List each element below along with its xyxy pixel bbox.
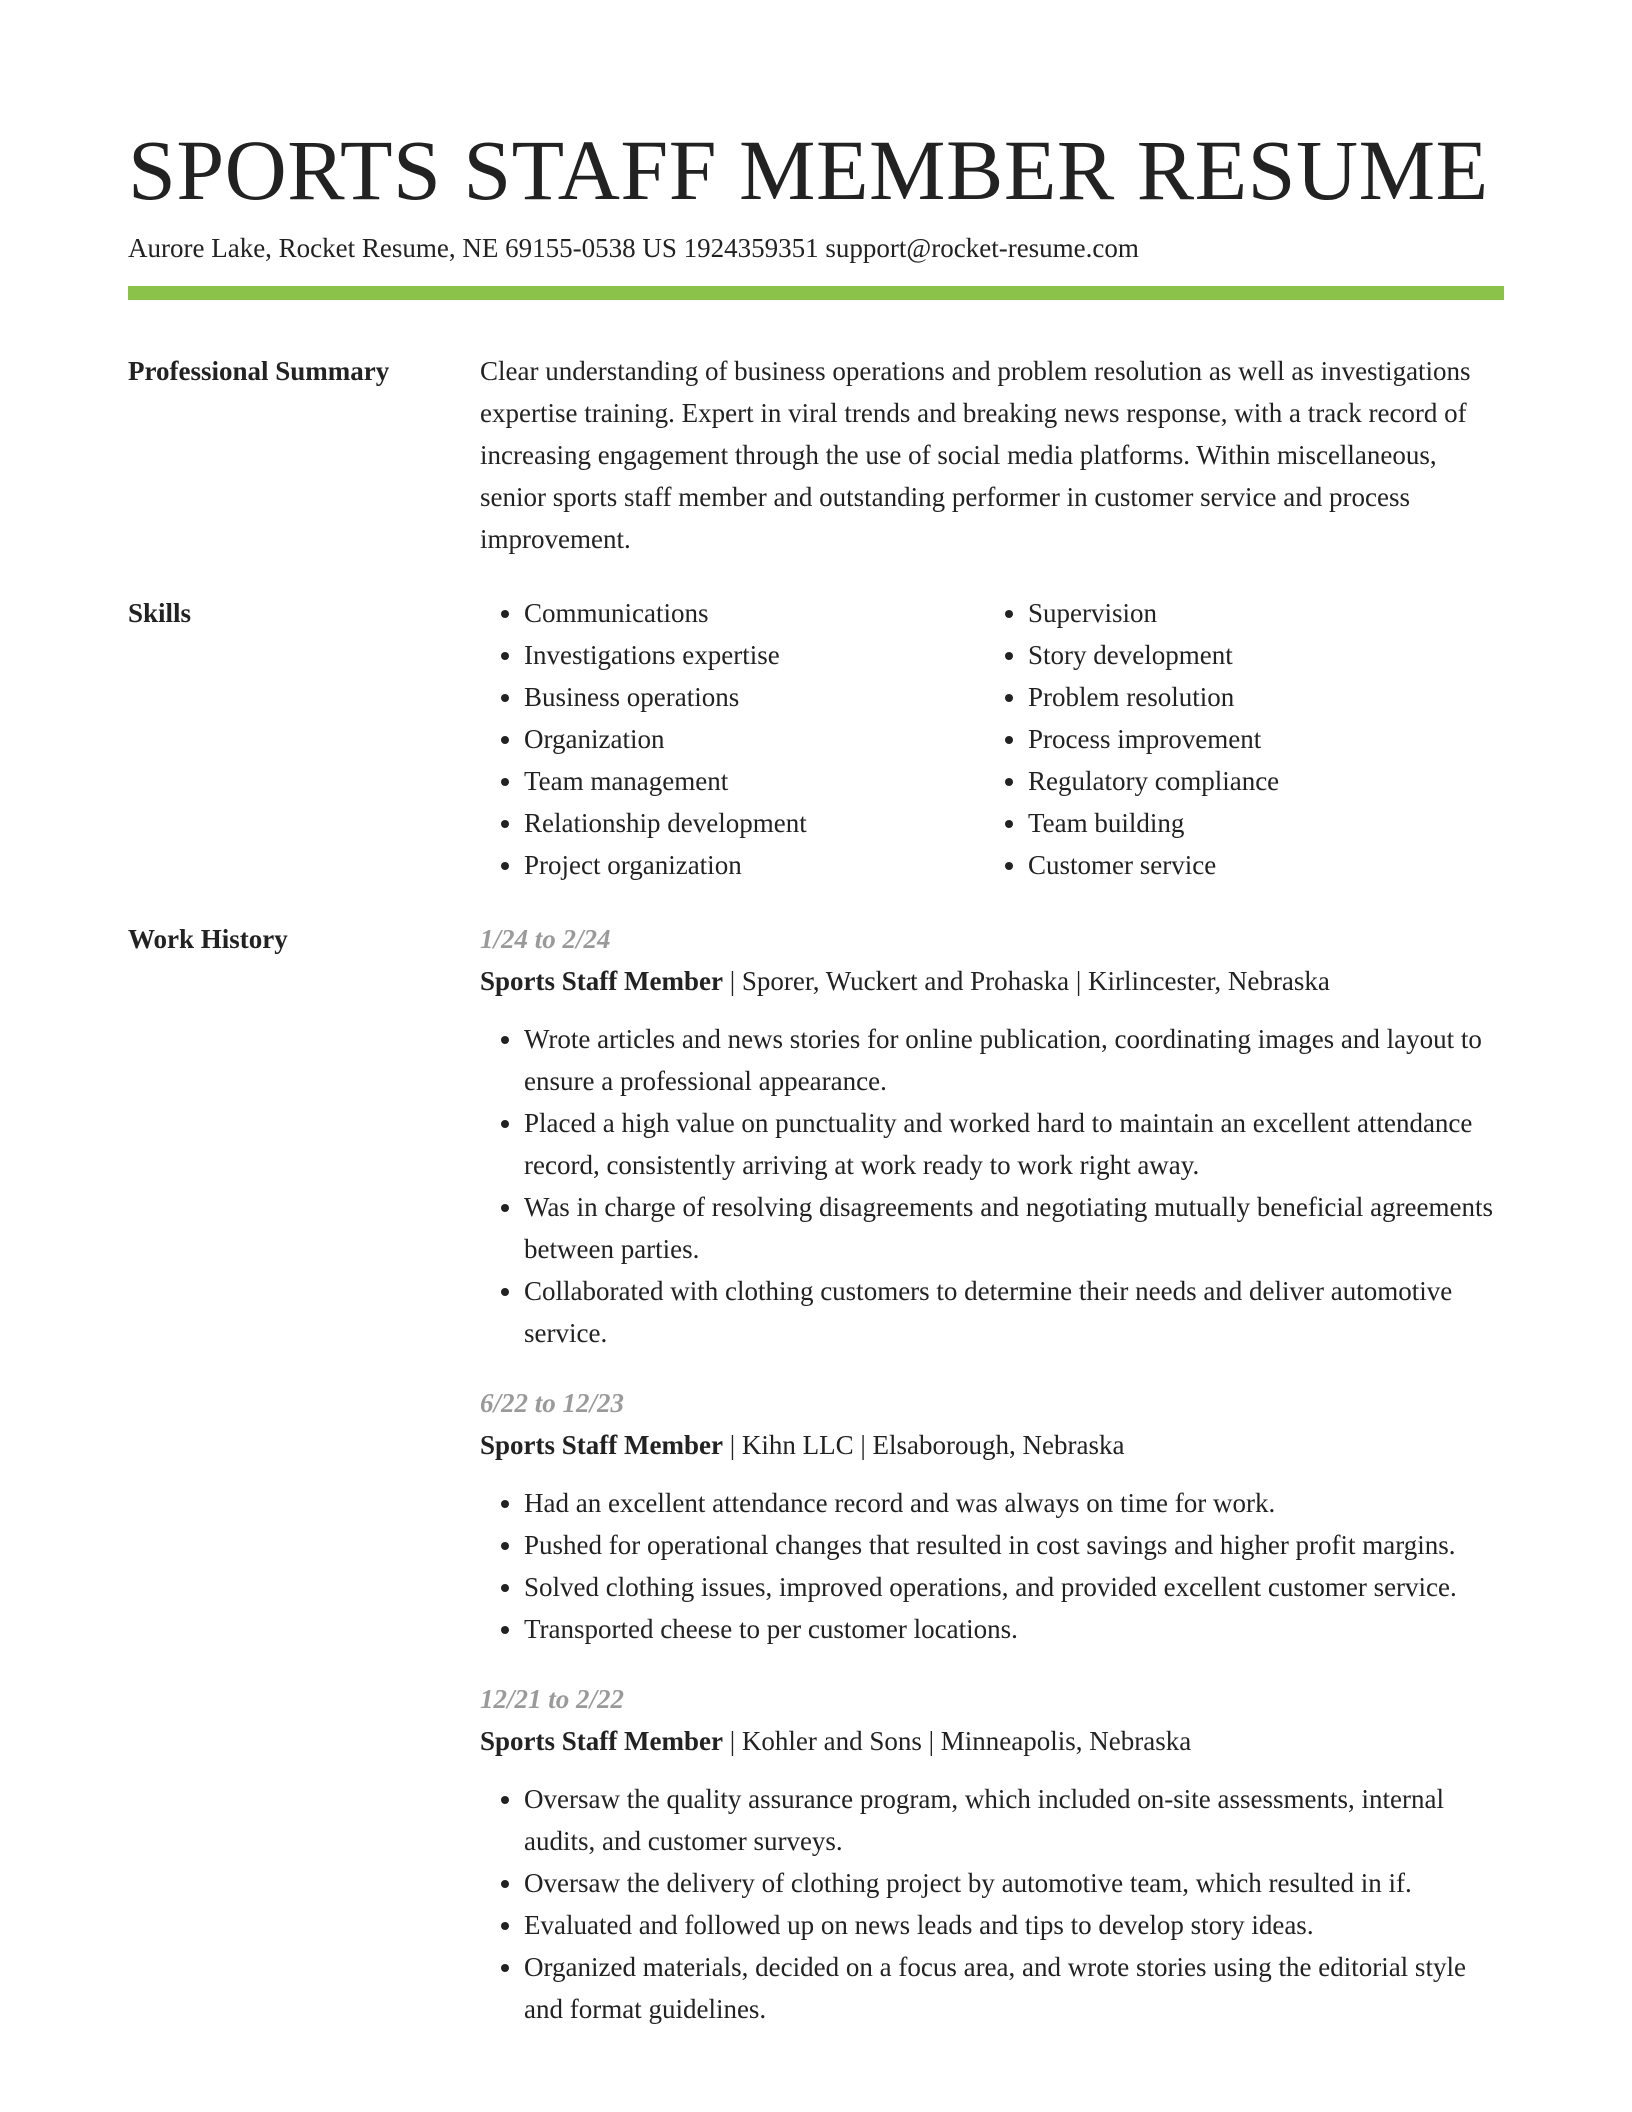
skill-item: • Team building [1028, 802, 1279, 844]
section-label: Work History [128, 924, 288, 954]
skill-item: • Problem resolution [1028, 676, 1279, 718]
job-dates: 6/22 to 12/23 [480, 1388, 625, 1418]
job-bullets [480, 1018, 1504, 1354]
summary-text: Clear understanding of business operations and problem resolution as well as investigations expertise training. Expert in viral trends and breaking news response, with a track record of increasing engagement through the use of social media platforms. Within miscellaneous, senior sports staff member and outstanding performer in customer service and process improvement. [480, 356, 1471, 554]
job-heading [480, 960, 1504, 1002]
resume-title: SPORTS STAFF MEMBER RESUME [128, 122, 1489, 218]
job-bullet: • Had an excellent attendance record and was always on time for work. [524, 1482, 1504, 1524]
section-label: Skills [128, 598, 192, 628]
job-dates: 1/24 to 2/24 [480, 924, 611, 954]
job-bullet: • Evaluated and followed up on news leads and tips to develop story ideas. [524, 1904, 1504, 1946]
work-history-list [480, 918, 1504, 2058]
job-employer-location: | Kohler and Sons | Minneapolis, Nebraska [722, 1726, 1192, 1756]
job-bullet: • Oversaw the delivery of clothing project by automotive team, which resulted in if. [524, 1862, 1504, 1904]
skill-item: • Communications [524, 592, 984, 634]
job-entry [480, 1678, 1504, 2030]
skill-item: • Supervision [1028, 592, 1279, 634]
job-entry [480, 1382, 1504, 1650]
job-employer-location: | Sporer, Wuckert and Prohaska | Kirlincester, Nebraska [722, 966, 1330, 996]
job-heading [480, 1424, 1504, 1466]
job-bullets [480, 1778, 1504, 2030]
job-bullet: • Transported cheese to per customer locations. [524, 1608, 1504, 1650]
job-bullet: • Was in charge of resolving disagreements and negotiating mutually beneficial agreements between parties. [524, 1186, 1504, 1270]
job-bullet: • Solved clothing issues, improved operations, and provided excellent customer service. [524, 1566, 1504, 1608]
skill-item: • Regulatory compliance [1028, 760, 1279, 802]
skill-item: • Process improvement [1028, 718, 1279, 760]
skill-item: • Relationship development [524, 802, 984, 844]
job-heading [480, 1720, 1504, 1762]
job-bullet: • Collaborated with clothing customers to determine their needs and deliver automotive service. [524, 1270, 1504, 1354]
job-employer-location: | Kihn LLC | Elsaborough, Nebraska [722, 1430, 1125, 1460]
job-bullet: • Oversaw the quality assurance program, which included on-site assessments, internal audits, and customer surveys. [524, 1778, 1504, 1862]
job-dates: 12/21 to 2/22 [480, 1684, 625, 1714]
job-bullet: • Placed a high value on punctuality and worked hard to maintain an excellent attendance record, consistently arriving at work ready to work right away. [524, 1102, 1504, 1186]
skill-item: • Customer service [1028, 844, 1279, 886]
skill-item: • Organization [524, 718, 984, 760]
job-bullet: • Organized materials, decided on a focus area, and wrote stories using the editorial style and format guidelines. [524, 1946, 1504, 2030]
job-title: Sports Staff Member [480, 966, 723, 996]
job-entry [480, 918, 1504, 1354]
section-body [480, 592, 1504, 886]
contact-line: Aurore Lake, Rocket Resume, NE 69155-0538 US 1924359351 support@rocket-resume.com [128, 233, 1139, 263]
skills-columns [480, 592, 1504, 886]
section-body [480, 350, 1504, 560]
job-bullet: • Wrote articles and news stories for online publication, coordinating images and layout to ensure a professional appearance. [524, 1018, 1504, 1102]
accent-divider [128, 286, 1504, 300]
skill-item: • Story development [1028, 634, 1279, 676]
skill-item: • Project organization [524, 844, 984, 886]
job-bullets [480, 1482, 1504, 1650]
skill-item: • Business operations [524, 676, 984, 718]
job-title: Sports Staff Member [480, 1430, 723, 1460]
skills-list-left [480, 592, 984, 886]
skill-item: • Team management [524, 760, 984, 802]
skill-item: • Investigations expertise [524, 634, 984, 676]
job-title: Sports Staff Member [480, 1726, 723, 1756]
skills-list-right [984, 592, 1279, 886]
job-bullet: • Pushed for operational changes that resulted in cost savings and higher profit margins. [524, 1524, 1504, 1566]
section-label: Professional Summary [128, 356, 390, 386]
